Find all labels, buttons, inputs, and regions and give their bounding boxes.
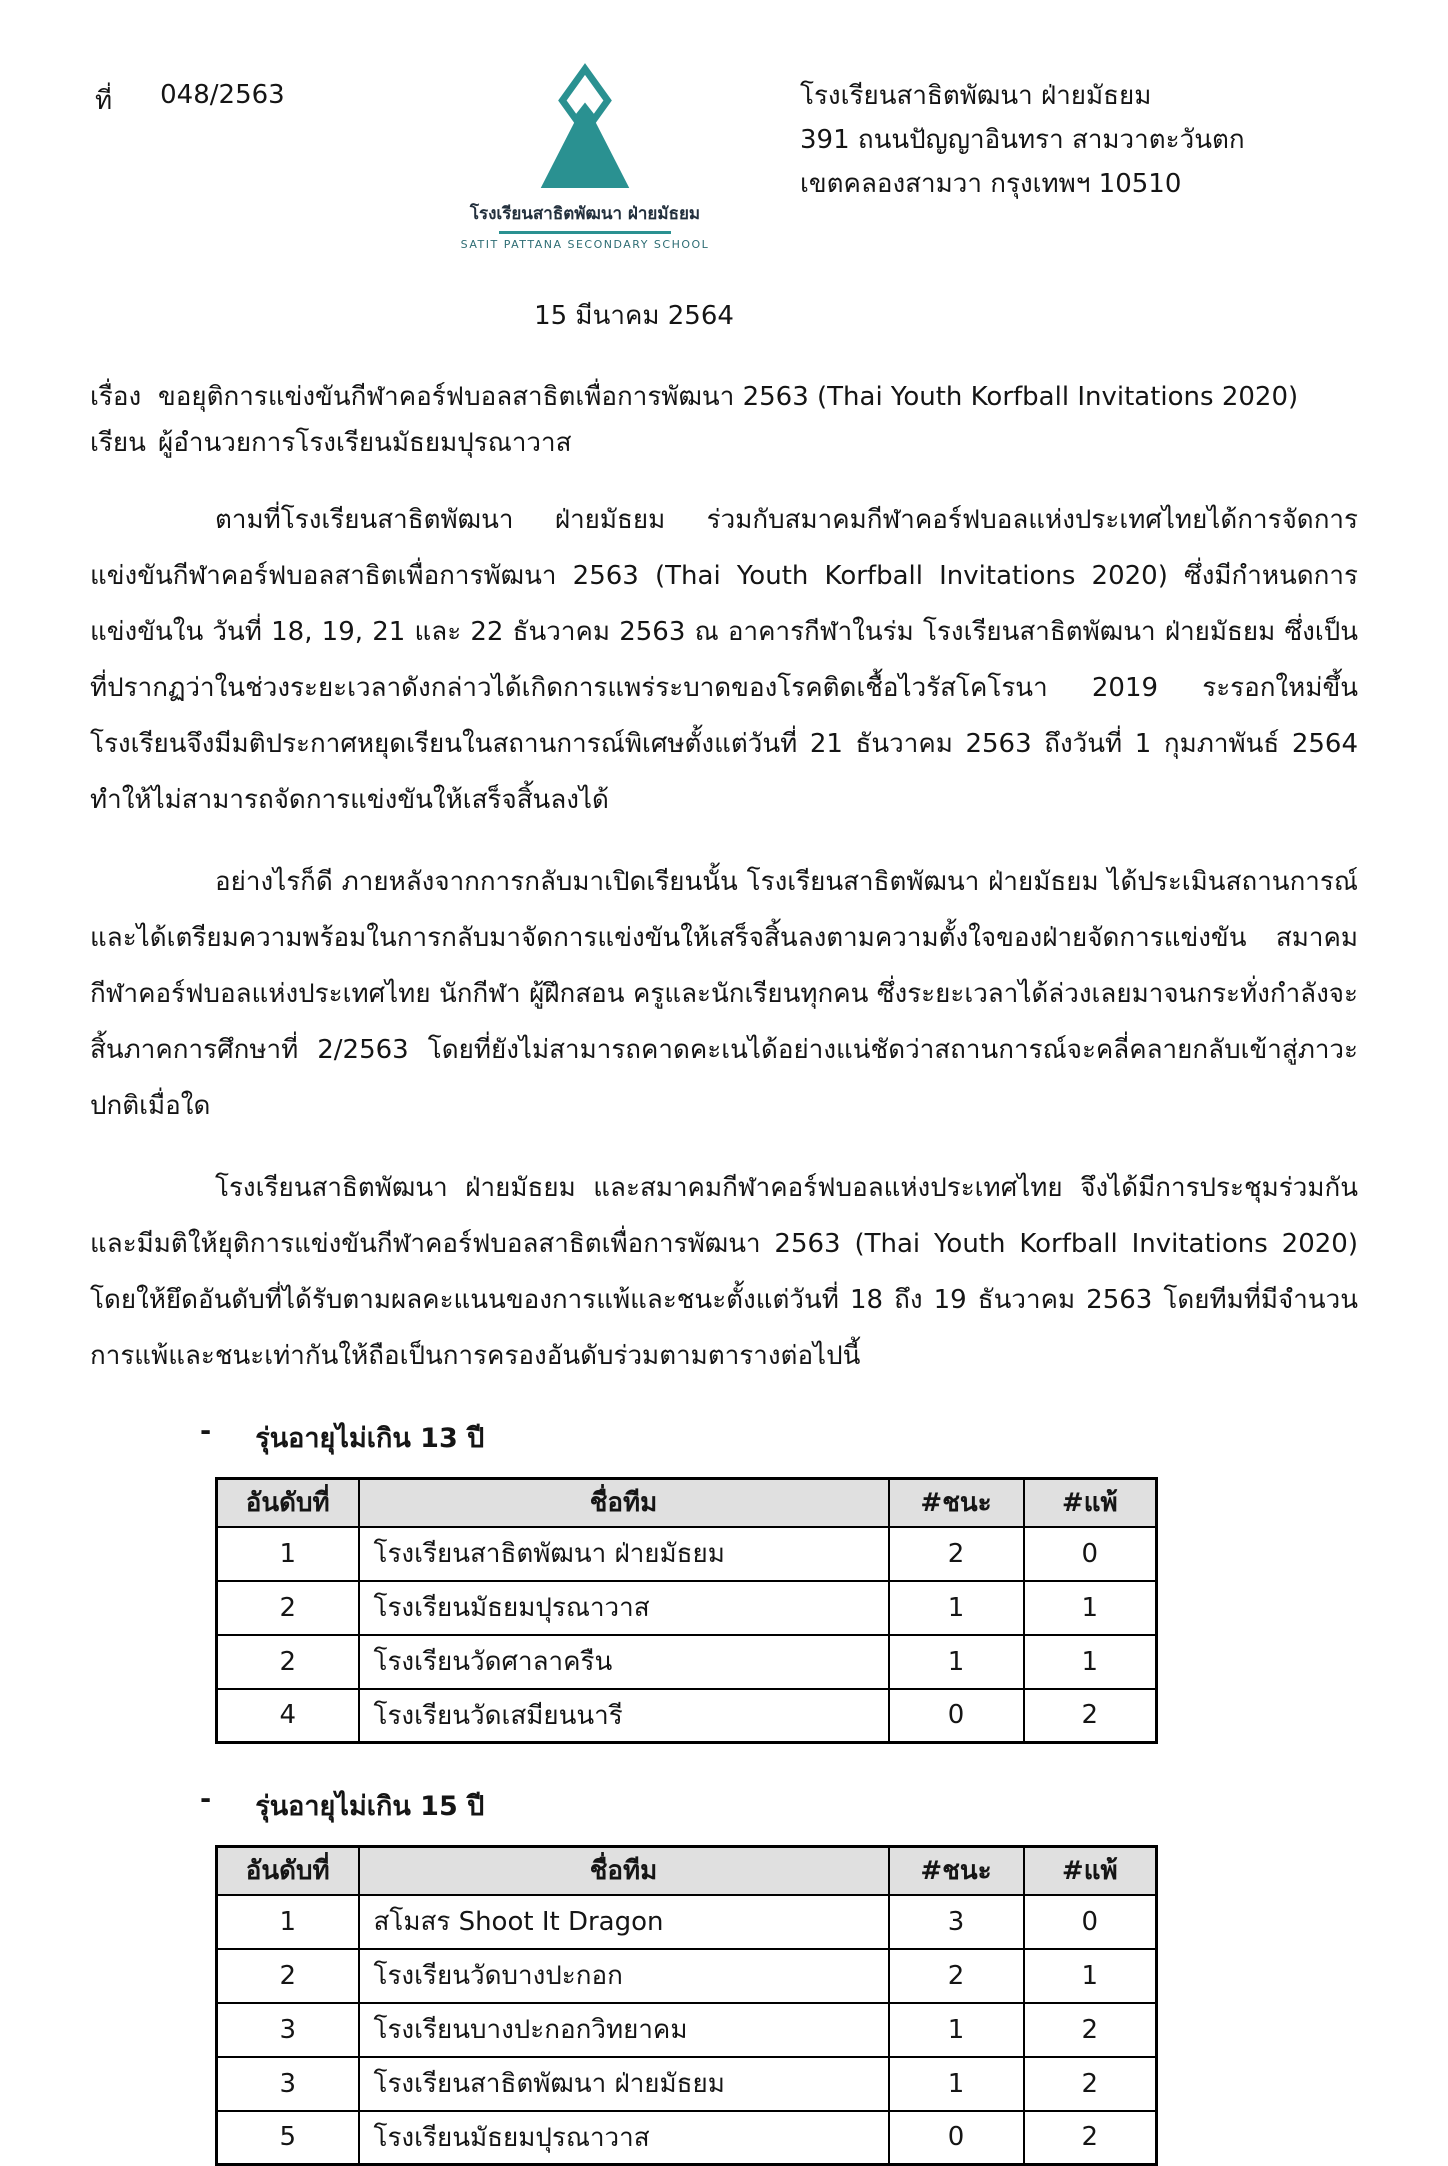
cell-team: โรงเรียนมัธยมปุรณาวาส (359, 1581, 889, 1635)
cell-rank: 2 (217, 1581, 359, 1635)
cell-losses: 1 (1024, 1581, 1157, 1635)
table-row (217, 2003, 1157, 2057)
cell-losses: 1 (1024, 1949, 1157, 2003)
school-logo-mark (526, 66, 644, 194)
letter-header (0, 0, 1448, 251)
cell-rank: 5 (217, 2111, 359, 2165)
cell-losses: 2 (1024, 2111, 1157, 2165)
cell-rank: 1 (217, 1895, 359, 1949)
subject-row (90, 374, 1358, 420)
col-header-wins: #ชนะ (889, 1479, 1024, 1527)
cell-rank: 2 (217, 1949, 359, 2003)
recipient-label: เรียน (90, 428, 146, 458)
table-header-row (217, 1479, 1157, 1527)
subject-text: ขอยุติการแข่งขันกีฬาคอร์ฟบอลสาธิตเพื่อการพัฒนา 2563 (Thai Youth Korfball Invitations 2020) (158, 382, 1299, 412)
cell-wins: 1 (889, 2003, 1024, 2057)
cell-team: สโมสร Shoot It Dragon (359, 1895, 889, 1949)
cell-losses: 0 (1024, 1895, 1157, 1949)
school-address (740, 66, 1388, 206)
col-header-losses: #แพ้ (1024, 1479, 1157, 1527)
table-row (217, 2111, 1157, 2165)
table-header-row (217, 1847, 1157, 1895)
cell-rank: 4 (217, 1689, 359, 1743)
section-title-u15: รุ่นอายุไม่เกิน 15 ปี (255, 1791, 485, 1822)
table-row (217, 1895, 1157, 1949)
address-line-3: เขตคลองสามวา กรุงเทพฯ 10510 (800, 169, 1182, 199)
cell-losses: 2 (1024, 2003, 1157, 2057)
cell-wins: 1 (889, 1635, 1024, 1689)
paragraph-2: อย่างไรก็ดี ภายหลังจากการกลับมาเปิดเรียนนั้น โรงเรียนสาธิตพัฒนา ฝ่ายมัธยม ได้ประเมินสถานการณ์และได้เตรียมความพร้อมในการกลับมาจัดการแข่งขันให้เสร็จสิ้นลงตามความตั้งใจของฝ่ายจัดการแข่งขัน สมาคมกีฬาคอร์ฟบอลแห่งประเทศไทย นักกีฬา ผู้ฝึกสอน ครูและนักเรียนทุกคน ซึ่งระยะเวลาได้ล่วงเลยมาจนกระทั่งกำลังจะสิ้นภาคการศึกษาที่ 2/2563 โดยที่ยังไม่สามารถคาดคะเนได้อย่างแน่ชัดว่าสถานการณ์จะคลี่คลายกลับเข้าสู่ภาวะปกติเมื่อใด (90, 867, 1358, 1121)
cell-wins: 0 (889, 2111, 1024, 2165)
cell-team: โรงเรียนบางปะกอกวิทยาคม (359, 2003, 889, 2057)
cell-wins: 1 (889, 2057, 1024, 2111)
subject-label: เรื่อง (90, 382, 142, 412)
table-row (217, 1949, 1157, 2003)
table-row (217, 2057, 1157, 2111)
section-heading-u13 (200, 1416, 1358, 1459)
recipient-row (90, 420, 1358, 466)
col-header-team: ชื่อทีม (359, 1479, 889, 1527)
logo-school-name-english: SATIT PATTANA SECONDARY SCHOOL (460, 238, 710, 251)
letter-date: 15 มีนาคม 2564 (534, 301, 734, 331)
cell-rank: 3 (217, 2003, 359, 2057)
table-row (217, 1581, 1157, 1635)
col-header-team: ชื่อทีม (359, 1847, 889, 1895)
col-header-losses: #แพ้ (1024, 1847, 1157, 1895)
cell-team: โรงเรียนสาธิตพัฒนา ฝ่ายมัธยม (359, 1527, 889, 1581)
cell-losses: 1 (1024, 1635, 1157, 1689)
table-row (217, 1527, 1157, 1581)
section-title-u13: รุ่นอายุไม่เกิน 13 ปี (255, 1423, 485, 1454)
table-row (217, 1689, 1157, 1743)
table-row (217, 1635, 1157, 1689)
cell-team: โรงเรียนมัธยมปุรณาวาส (359, 2111, 889, 2165)
cell-wins: 2 (889, 1527, 1024, 1581)
document-number (95, 66, 430, 121)
bullet-dash: - (200, 1416, 212, 1447)
logo-divider (499, 231, 671, 234)
address-line-2: 391 ถนนปัญญาอินทรา สามวาตะวันตก (800, 125, 1245, 155)
cell-wins: 0 (889, 1689, 1024, 1743)
subject-block (90, 374, 1358, 466)
cell-team: โรงเรียนวัดศาลาครืน (359, 1635, 889, 1689)
section-heading-u15 (200, 1784, 1358, 1827)
recipient-text: ผู้อำนวยการโรงเรียนมัธยมปุรณาวาส (158, 428, 572, 458)
cell-wins: 3 (889, 1895, 1024, 1949)
address-line-1: โรงเรียนสาธิตพัฒนา ฝ่ายมัธยม (800, 81, 1152, 111)
cell-rank: 3 (217, 2057, 359, 2111)
document-number-label: ที่ (95, 86, 113, 116)
cell-losses: 2 (1024, 1689, 1157, 1743)
cell-wins: 1 (889, 1581, 1024, 1635)
document-number-value: 048/2563 (160, 80, 285, 110)
col-header-wins: #ชนะ (889, 1847, 1024, 1895)
col-header-rank: อันดับที่ (217, 1847, 359, 1895)
standings-table-u15 (215, 1845, 1158, 2166)
letter-body (0, 374, 1448, 2166)
cell-losses: 0 (1024, 1527, 1157, 1581)
cell-rank: 1 (217, 1527, 359, 1581)
cell-losses: 2 (1024, 2057, 1157, 2111)
bullet-dash: - (200, 1784, 212, 1815)
cell-rank: 2 (217, 1635, 359, 1689)
paragraph-3: โรงเรียนสาธิตพัฒนา ฝ่ายมัธยม และสมาคมกีฬาคอร์ฟบอลแห่งประเทศไทย จึงได้มีการประชุมร่วมกันและมีมติให้ยุติการแข่งขันกีฬาคอร์ฟบอลสาธิตเพื่อการพัฒนา 2563 (Thai Youth Korfball Invitations 2020) โดยให้ยึดอันดับที่ได้รับตามผลคะแนนของการแพ้และชนะตั้งแต่วันที่ 18 ถึง 19 ธันวาคม 2563 โดยทีมที่มีจำนวนการแพ้และชนะเท่ากันให้ถือเป็นการครองอันดับร่วมตามตารางต่อไปนี้ (90, 1173, 1358, 1371)
paragraph-1: ตามที่โรงเรียนสาธิตพัฒนา ฝ่ายมัธยม ร่วมกับสมาคมกีฬาคอร์ฟบอลแห่งประเทศไทยได้การจัดการแข่งขันกีฬาคอร์ฟบอลสาธิตเพื่อการพัฒนา 2563 (Thai Youth Korfball Invitations 2020) ซึ่งมีกำหนดการแข่งขันใน วันที่ 18, 19, 21 และ 22 ธันวาคม 2563 ณ อาคารกีฬาในร่ม โรงเรียนสาธิตพัฒนา ฝ่ายมัธยม ซึ่งเป็นที่ปรากฏว่าในช่วงระยะเวลาดังกล่าวได้เกิดการแพร่ระบาดของโรคติดเชื้อไวรัสโคโรนา 2019 ระรอกใหม่ขึ้น โรงเรียนจึงมีมติประกาศหยุดเรียนในสถานการณ์พิเศษตั้งแต่วันที่ 21 ธันวาคม 2563 ถึงวันที่ 1 กุมภาพันธ์ 2564 ทำให้ไม่สามารถจัดการแข่งขันให้เสร็จสิ้นลงได้ (90, 505, 1358, 815)
logo-school-name-thai: โรงเรียนสาธิตพัฒนา ฝ่ายมัธยม (469, 204, 701, 224)
cell-team: โรงเรียนวัดเสมียนนารี (359, 1689, 889, 1743)
standings-table-u13 (215, 1477, 1158, 1744)
cell-team: โรงเรียนวัดบางปะกอก (359, 1949, 889, 2003)
cell-wins: 2 (889, 1949, 1024, 2003)
cell-team: โรงเรียนสาธิตพัฒนา ฝ่ายมัธยม (359, 2057, 889, 2111)
col-header-rank: อันดับที่ (217, 1479, 359, 1527)
school-logo (430, 66, 740, 251)
